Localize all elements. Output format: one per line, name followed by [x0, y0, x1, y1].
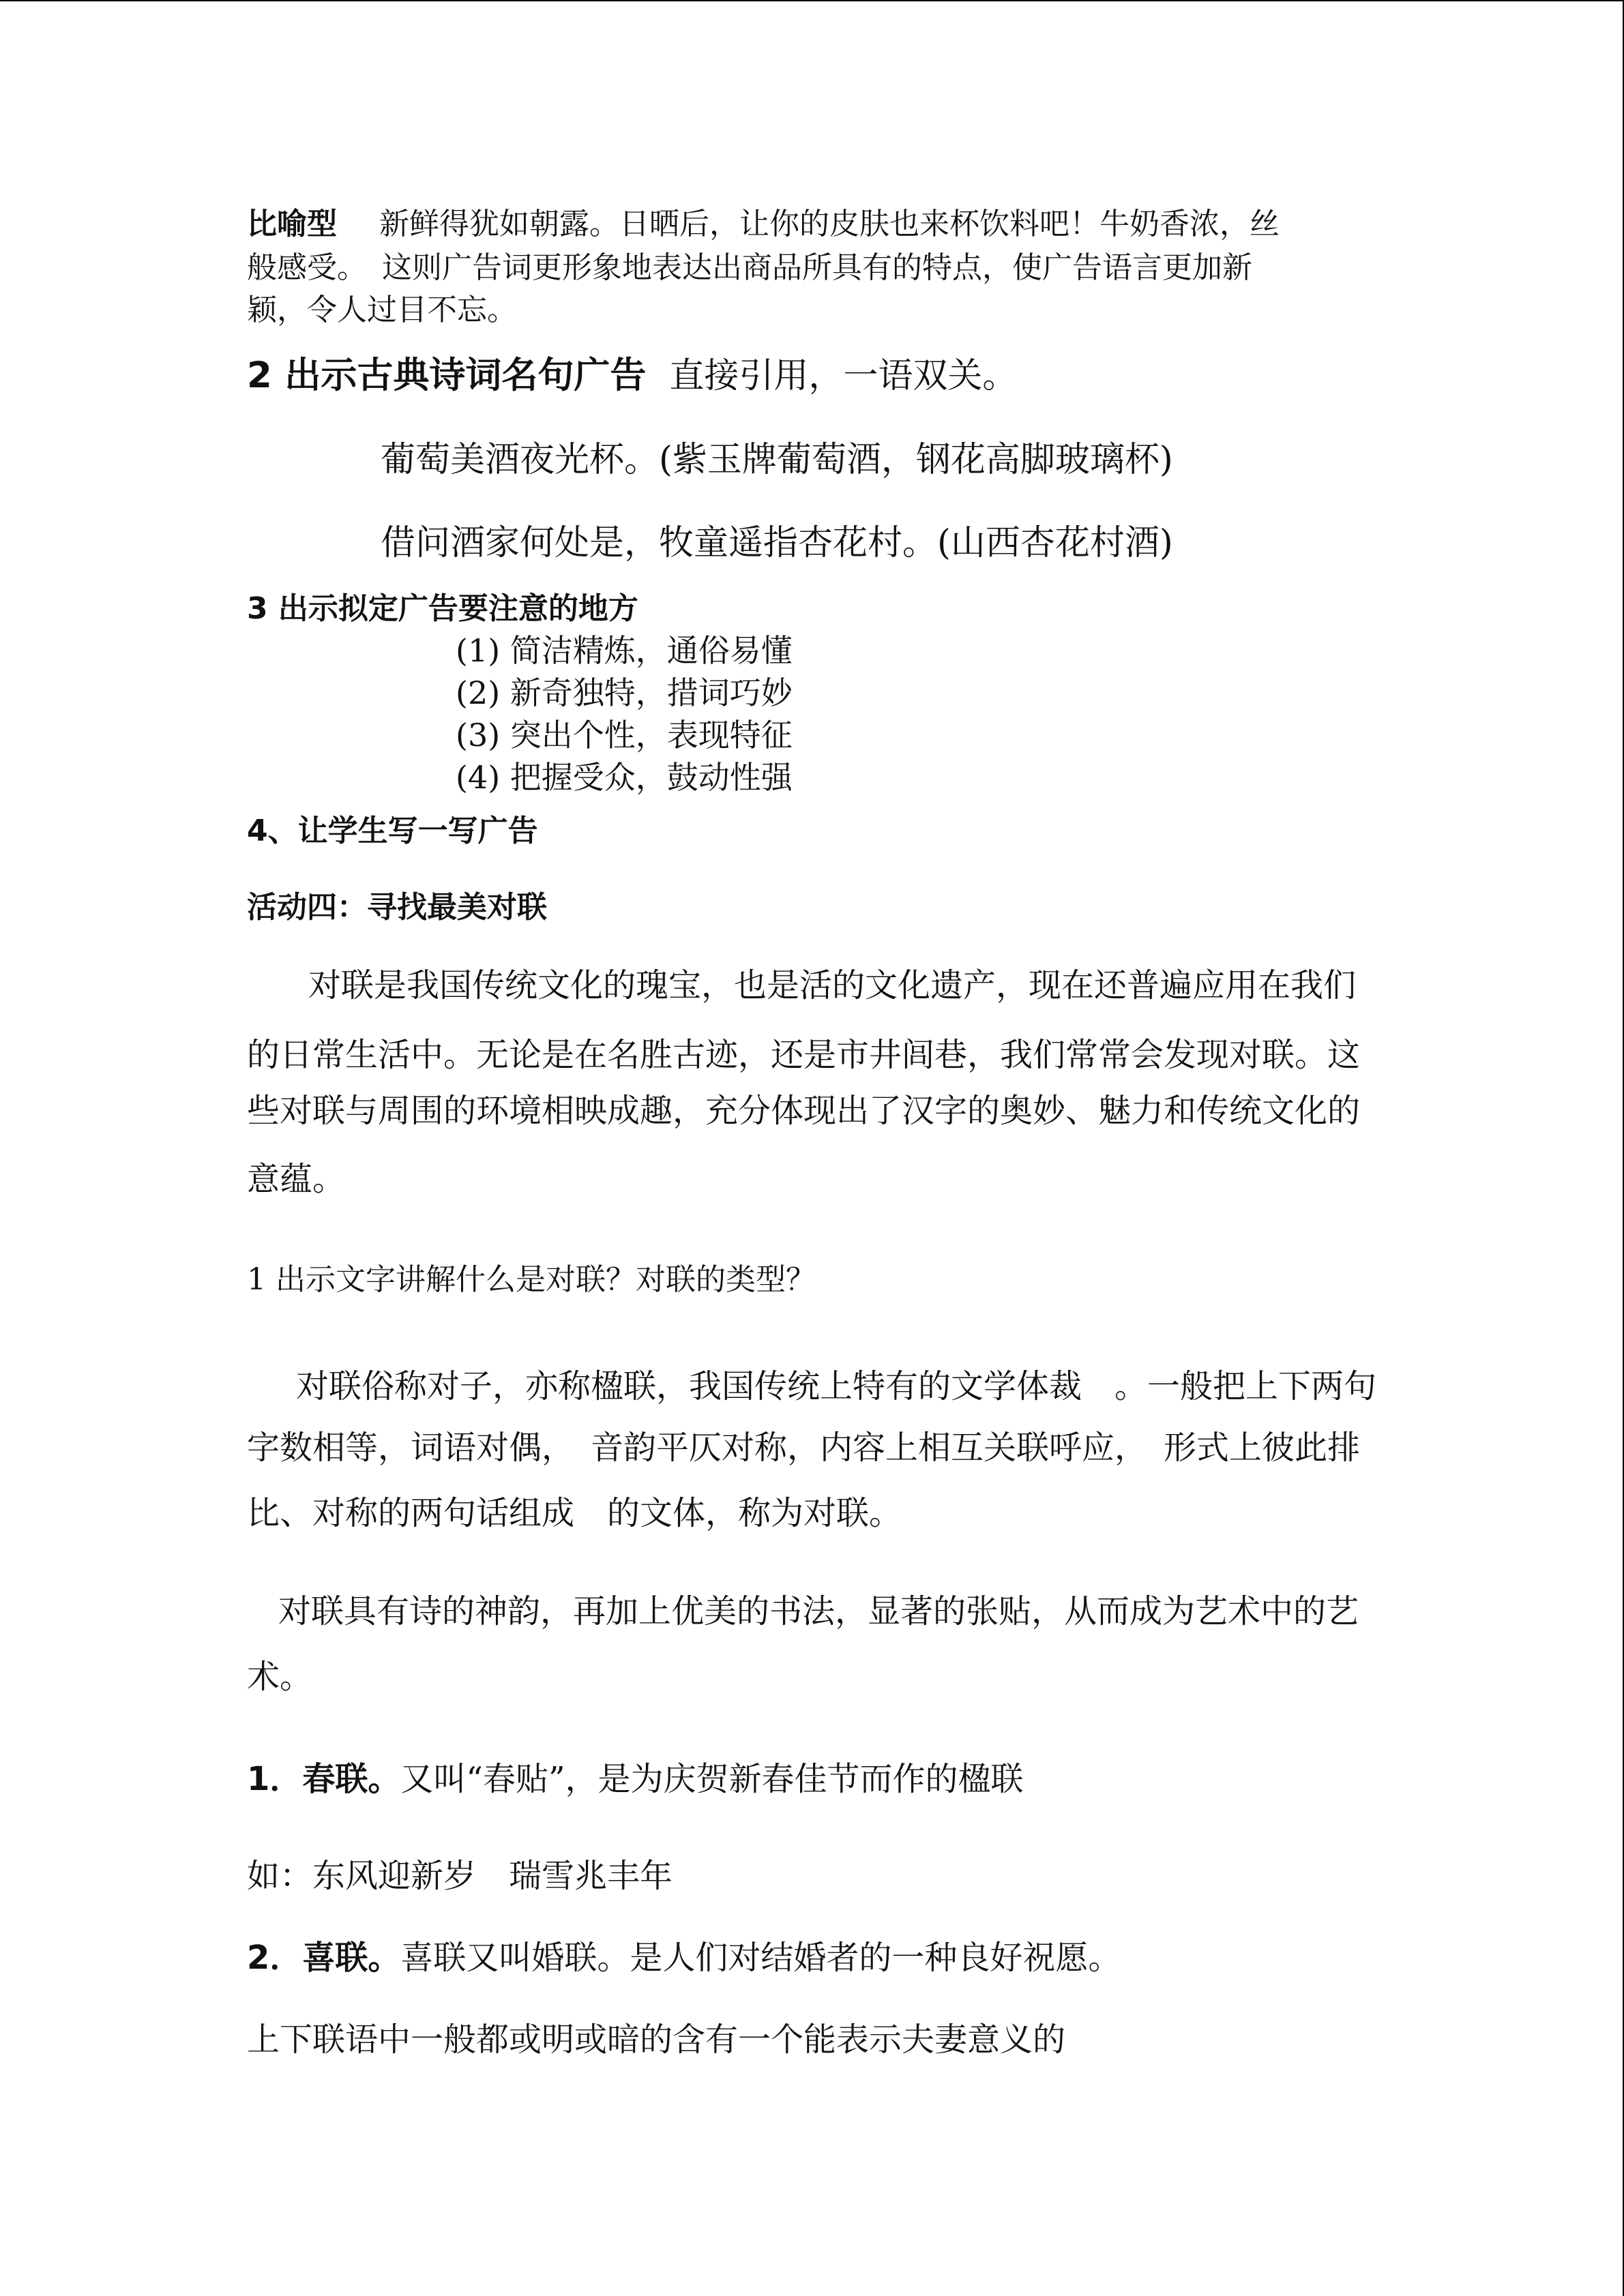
section3-item-2: (2) 新奇独特，措词巧妙 [456, 674, 793, 711]
type-2-line [247, 1931, 1121, 1978]
intro-line-3: 些对联与周围的环境相映成趣，充分体现出了汉字的奥妙、魅力和传统文化的 [247, 1092, 1361, 1130]
metaphor-label: 比喻型 [247, 207, 337, 241]
activity4-heading: 活动四：寻找最美对联 [247, 890, 547, 925]
type-2-desc: 喜联又叫婚联。是人们对结婚者的一种良好祝愿。 [400, 1939, 1121, 1977]
section2-example-2: 借问酒家何处是，牧童遥指杏花村。(山西杏花村酒) [381, 523, 1173, 563]
question-1 [247, 1255, 816, 1298]
intro-line-4: 意蕴。 [247, 1160, 346, 1198]
art-line-1: 对联具有诗的神韵，再加上优美的书法，显著的张贴，从而成为艺术中的艺 [278, 1592, 1359, 1630]
type-2-number: 2． [247, 1939, 303, 1977]
section2-subtitle: 直接引用，一语双关。 [669, 356, 1018, 396]
definition-line-2: 字数相等，词语对偶， 音韵平仄对称，内容上相互关联呼应， 形式上彼此排 [247, 1429, 1361, 1467]
definition-line-3: 比、对称的两句话组成 的文体，称为对联。 [247, 1494, 902, 1532]
metaphor-paragraph-line-2: 般感受。 这则广告词更形象地表达出商品所具有的特点，使广告语言更加新 [247, 250, 1252, 285]
type-1-desc: 又叫“春贴”，是为庆贺新春佳节而作的楹联 [400, 1760, 1024, 1798]
type-1-name: 春联。 [302, 1760, 401, 1798]
section3-item-1: (1) 简洁精炼，通俗易懂 [456, 632, 793, 669]
type-2-name: 喜联。 [302, 1939, 401, 1977]
type-1-line [247, 1753, 1024, 1800]
metaphor-text-1: 新鲜得犹如朝露。日晒后，让你的皮肤也来杯饮料吧！牛奶香浓，丝 [379, 207, 1280, 241]
question-1-text: 1 出示文字讲解什么是对联？对联的类型？ [247, 1262, 816, 1297]
section3-heading: 3 出示拟定广告要注意的地方 [247, 591, 638, 626]
section3-item-4: (4) 把握受众，鼓动性强 [456, 759, 793, 796]
section4-heading: 4、让学生写一写广告 [247, 814, 538, 848]
section2-heading: 2 出示古典诗词名句广告 [247, 355, 647, 396]
section2-heading-line [247, 346, 1017, 398]
metaphor-paragraph-line-1 [247, 199, 1280, 243]
type-2-note: 上下联语中一般都或明或暗的含有一个能表示夫妻意义的 [247, 2021, 1066, 2059]
section3-item-3: (3) 突出个性，表现特征 [456, 717, 793, 754]
type-1-example: 如：东风迎新岁 瑞雪兆丰年 [247, 1857, 673, 1895]
definition-line-1: 对联俗称对子，亦称楹联，我国传统上特有的文学体裁 。一般把上下两句 [296, 1367, 1377, 1405]
section2-example-1: 葡萄美酒夜光杯。(紫玉牌葡萄酒，钢花高脚玻璃杯) [381, 440, 1173, 480]
art-line-2: 术。 [247, 1658, 313, 1696]
intro-line-1: 对联是我国传统文化的瑰宝，也是活的文化遗产，现在还普遍应用在我们 [308, 966, 1357, 1004]
intro-line-2: 的日常生活中。无论是在名胜古迹，还是市井闾巷，我们常常会发现对联。这 [247, 1036, 1361, 1074]
type-1-number: 1． [247, 1760, 303, 1798]
metaphor-paragraph-line-3: 颖，令人过目不忘。 [247, 293, 517, 327]
